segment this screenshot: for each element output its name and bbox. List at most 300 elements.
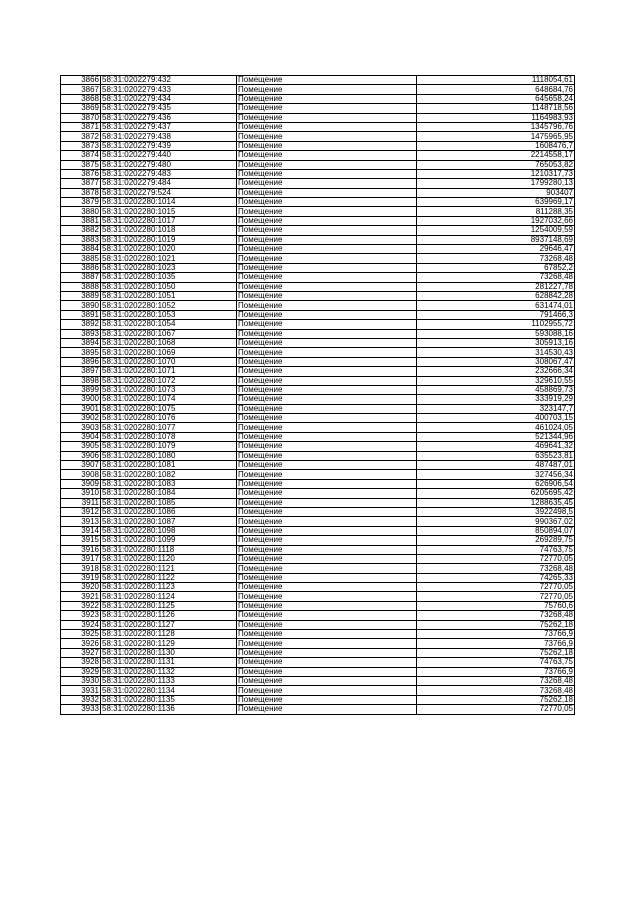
row-number-cell: 3898: [61, 376, 101, 385]
object-type-cell: Помещение: [237, 442, 417, 451]
table-row: [61, 245, 575, 254]
row-number-cell: 3901: [61, 404, 101, 413]
object-type-cell: Помещение: [237, 122, 417, 131]
object-type-cell: Помещение: [237, 395, 417, 404]
cadastral-number-cell: 58:31:0202280:1053: [101, 310, 237, 319]
cadastral-number-cell: 58:31:0202280:1134: [101, 686, 237, 695]
row-number-cell: 3869: [61, 104, 101, 113]
table-row: [61, 573, 575, 582]
cadastral-value-cell: 400703,15: [417, 414, 575, 423]
cadastral-value-cell: 1102955,72: [417, 320, 575, 329]
object-type-cell: Помещение: [237, 94, 417, 103]
table-row: [61, 554, 575, 563]
row-number-cell: 3892: [61, 320, 101, 329]
object-type-cell: Помещение: [237, 686, 417, 695]
object-type-cell: Помещение: [237, 630, 417, 639]
table-row: [61, 630, 575, 639]
table-row: [61, 76, 575, 85]
table-row: [61, 414, 575, 423]
cadastral-value-cell: 72770,05: [417, 705, 575, 714]
cadastral-number-cell: 58:31:0202280:1118: [101, 545, 237, 554]
table-row: [61, 423, 575, 432]
object-type-cell: Помещение: [237, 564, 417, 573]
cadastral-value-cell: 232666,34: [417, 367, 575, 376]
cadastral-number-cell: 58:31:0202279:435: [101, 104, 237, 113]
row-number-cell: 3885: [61, 254, 101, 263]
cadastral-value-cell: 74763,75: [417, 545, 575, 554]
cadastral-value-cell: 73766,9: [417, 630, 575, 639]
row-number-cell: 3908: [61, 470, 101, 479]
row-number-cell: 3896: [61, 357, 101, 366]
object-type-cell: Помещение: [237, 479, 417, 488]
cadastral-value-cell: 811288,35: [417, 207, 575, 216]
object-type-cell: Помещение: [237, 151, 417, 160]
cadastral-value-cell: 458869,73: [417, 385, 575, 394]
cadastral-value-cell: 765053,82: [417, 160, 575, 169]
cadastral-value-cell: 2214558,17: [417, 151, 575, 160]
cadastral-value-cell: 73268,48: [417, 273, 575, 282]
cadastral-value-cell: 628842,28: [417, 291, 575, 300]
cadastral-value-cell: 469641,32: [417, 442, 575, 451]
table-row: [61, 705, 575, 714]
cadastral-value-cell: 1799280,13: [417, 179, 575, 188]
object-type-cell: Помещение: [237, 282, 417, 291]
table-row: [61, 226, 575, 235]
cadastral-number-cell: 58:31:0202280:1076: [101, 414, 237, 423]
table-row: [61, 404, 575, 413]
cadastral-value-cell: 323147,7: [417, 404, 575, 413]
table-row: [61, 648, 575, 657]
row-number-cell: 3924: [61, 620, 101, 629]
table-row: [61, 85, 575, 94]
cadastral-value-cell: 75262,18: [417, 620, 575, 629]
row-number-cell: 3932: [61, 695, 101, 704]
row-number-cell: 3928: [61, 658, 101, 667]
cadastral-number-cell: 58:31:0202280:1050: [101, 282, 237, 291]
object-type-cell: Помещение: [237, 620, 417, 629]
cadastral-number-cell: 58:31:0202280:1014: [101, 198, 237, 207]
row-number-cell: 3902: [61, 414, 101, 423]
cadastral-number-cell: 58:31:0202279:436: [101, 113, 237, 122]
row-number-cell: 3912: [61, 507, 101, 516]
row-number-cell: 3866: [61, 76, 101, 85]
cadastral-number-cell: 58:31:0202280:1067: [101, 329, 237, 338]
row-number-cell: 3922: [61, 601, 101, 610]
object-type-cell: Помещение: [237, 573, 417, 582]
table-row: [61, 216, 575, 225]
table-row: [61, 442, 575, 451]
object-type-cell: Помещение: [237, 348, 417, 357]
cadastral-value-cell: 327456,34: [417, 470, 575, 479]
object-type-cell: Помещение: [237, 310, 417, 319]
table-row: [61, 611, 575, 620]
object-type-cell: Помещение: [237, 404, 417, 413]
object-type-cell: Помещение: [237, 216, 417, 225]
object-type-cell: Помещение: [237, 451, 417, 460]
table-row: [61, 489, 575, 498]
table-row: [61, 498, 575, 507]
row-number-cell: 3891: [61, 310, 101, 319]
cadastral-number-cell: 58:31:0202280:1068: [101, 338, 237, 347]
object-type-cell: Помещение: [237, 169, 417, 178]
row-number-cell: 3915: [61, 536, 101, 545]
row-number-cell: 3897: [61, 367, 101, 376]
row-number-cell: 3875: [61, 160, 101, 169]
table-body: [61, 76, 575, 715]
cadastral-value-cell: 73268,48: [417, 254, 575, 263]
cadastral-value-cell: 269289,75: [417, 536, 575, 545]
cadastral-value-cell: 281227,78: [417, 282, 575, 291]
cadastral-number-cell: 58:31:0202280:1125: [101, 601, 237, 610]
table-row: [61, 235, 575, 244]
cadastral-value-cell: 333919,29: [417, 395, 575, 404]
cadastral-value-cell: 1288635,45: [417, 498, 575, 507]
table-row: [61, 348, 575, 357]
cadastral-value-cell: 461024,05: [417, 423, 575, 432]
cadastral-number-cell: 58:31:0202280:1128: [101, 630, 237, 639]
row-number-cell: 3914: [61, 526, 101, 535]
object-type-cell: Помещение: [237, 536, 417, 545]
table-row: [61, 320, 575, 329]
cadastral-number-cell: 58:31:0202280:1098: [101, 526, 237, 535]
row-number-cell: 3872: [61, 132, 101, 141]
row-number-cell: 3933: [61, 705, 101, 714]
cadastral-number-cell: 58:31:0202279:524: [101, 188, 237, 197]
row-number-cell: 3900: [61, 395, 101, 404]
cadastral-number-cell: 58:31:0202280:1069: [101, 348, 237, 357]
cadastral-value-cell: 593088,16: [417, 329, 575, 338]
cadastral-value-cell: 626906,54: [417, 479, 575, 488]
table-row: [61, 536, 575, 545]
cadastral-value-cell: 639969,17: [417, 198, 575, 207]
cadastral-number-cell: 58:31:0202280:1070: [101, 357, 237, 366]
cadastral-value-cell: 648684,76: [417, 85, 575, 94]
object-type-cell: Помещение: [237, 254, 417, 263]
cadastral-value-cell: 74763,75: [417, 658, 575, 667]
row-number-cell: 3906: [61, 451, 101, 460]
row-number-cell: 3888: [61, 282, 101, 291]
row-number-cell: 3884: [61, 245, 101, 254]
cadastral-number-cell: 58:31:0202280:1080: [101, 451, 237, 460]
object-type-cell: Помещение: [237, 423, 417, 432]
cadastral-value-cell: 903407: [417, 188, 575, 197]
row-number-cell: 3925: [61, 630, 101, 639]
cadastral-number-cell: 58:31:0202279:484: [101, 179, 237, 188]
cadastral-value-cell: 73268,48: [417, 686, 575, 695]
cadastral-value-cell: 74265,33: [417, 573, 575, 582]
cadastral-value-cell: 305913,16: [417, 338, 575, 347]
cadastral-number-cell: 58:31:0202279:440: [101, 151, 237, 160]
object-type-cell: Помещение: [237, 367, 417, 376]
cadastral-number-cell: 58:31:0202280:1023: [101, 263, 237, 272]
table-row: [61, 338, 575, 347]
object-type-cell: Помещение: [237, 517, 417, 526]
row-number-cell: 3893: [61, 329, 101, 338]
cadastral-number-cell: 58:31:0202280:1130: [101, 648, 237, 657]
cadastral-number-cell: 58:31:0202280:1135: [101, 695, 237, 704]
table-row: [61, 282, 575, 291]
object-type-cell: Помещение: [237, 658, 417, 667]
object-type-cell: Помещение: [237, 132, 417, 141]
table-row: [61, 132, 575, 141]
object-type-cell: Помещение: [237, 601, 417, 610]
row-number-cell: 3918: [61, 564, 101, 573]
object-type-cell: Помещение: [237, 235, 417, 244]
row-number-cell: 3881: [61, 216, 101, 225]
cadastral-number-cell: 58:31:0202280:1072: [101, 376, 237, 385]
table-row: [61, 198, 575, 207]
row-number-cell: 3909: [61, 479, 101, 488]
table-row: [61, 395, 575, 404]
table-row: [61, 592, 575, 601]
row-number-cell: 3927: [61, 648, 101, 657]
cadastral-number-cell: 58:31:0202280:1123: [101, 583, 237, 592]
object-type-cell: Помещение: [237, 705, 417, 714]
cadastral-number-cell: 58:31:0202280:1078: [101, 432, 237, 441]
cadastral-number-cell: 58:31:0202280:1133: [101, 677, 237, 686]
cadastral-value-cell: 75262,18: [417, 648, 575, 657]
row-number-cell: 3889: [61, 291, 101, 300]
object-type-cell: Помещение: [237, 320, 417, 329]
object-type-cell: Помещение: [237, 648, 417, 657]
cadastral-number-cell: 58:31:0202280:1087: [101, 517, 237, 526]
cadastral-number-cell: 58:31:0202280:1084: [101, 489, 237, 498]
row-number-cell: 3880: [61, 207, 101, 216]
cadastral-number-cell: 58:31:0202280:1127: [101, 620, 237, 629]
cadastral-value-cell: 1345796,76: [417, 122, 575, 131]
table-row: [61, 376, 575, 385]
cadastral-number-cell: 58:31:0202280:1051: [101, 291, 237, 300]
cadastral-value-table: [60, 75, 575, 715]
cadastral-number-cell: 58:31:0202280:1017: [101, 216, 237, 225]
cadastral-number-cell: 58:31:0202279:434: [101, 94, 237, 103]
cadastral-number-cell: 58:31:0202279:480: [101, 160, 237, 169]
cadastral-value-cell: 73268,48: [417, 564, 575, 573]
object-type-cell: Помещение: [237, 226, 417, 235]
cadastral-number-cell: 58:31:0202280:1015: [101, 207, 237, 216]
object-type-cell: Помещение: [237, 432, 417, 441]
cadastral-number-cell: 58:31:0202280:1075: [101, 404, 237, 413]
cadastral-value-cell: 72770,05: [417, 592, 575, 601]
cadastral-value-cell: 1475965,95: [417, 132, 575, 141]
object-type-cell: Помещение: [237, 376, 417, 385]
cadastral-number-cell: 58:31:0202279:437: [101, 122, 237, 131]
object-type-cell: Помещение: [237, 76, 417, 85]
cadastral-number-cell: 58:31:0202279:433: [101, 85, 237, 94]
row-number-cell: 3929: [61, 667, 101, 676]
cadastral-value-cell: 990367,02: [417, 517, 575, 526]
row-number-cell: 3894: [61, 338, 101, 347]
cadastral-value-cell: 73766,9: [417, 667, 575, 676]
cadastral-value-cell: 314530,43: [417, 348, 575, 357]
cadastral-value-cell: 72770,05: [417, 583, 575, 592]
object-type-cell: Помещение: [237, 291, 417, 300]
cadastral-value-cell: 1608476,7: [417, 141, 575, 150]
object-type-cell: Помещение: [237, 329, 417, 338]
cadastral-number-cell: 58:31:0202280:1099: [101, 536, 237, 545]
object-type-cell: Помещение: [237, 554, 417, 563]
row-number-cell: 3916: [61, 545, 101, 554]
object-type-cell: Помещение: [237, 160, 417, 169]
table-row: [61, 385, 575, 394]
row-number-cell: 3921: [61, 592, 101, 601]
cadastral-number-cell: 58:31:0202280:1082: [101, 470, 237, 479]
object-type-cell: Помещение: [237, 198, 417, 207]
cadastral-value-cell: 1927032,66: [417, 216, 575, 225]
object-type-cell: Помещение: [237, 245, 417, 254]
table-row: [61, 451, 575, 460]
row-number-cell: 3899: [61, 385, 101, 394]
table-row: [61, 301, 575, 310]
object-type-cell: Помещение: [237, 414, 417, 423]
table-row: [61, 104, 575, 113]
object-type-cell: Помещение: [237, 611, 417, 620]
cadastral-number-cell: 58:31:0202280:1086: [101, 507, 237, 516]
table-row: [61, 601, 575, 610]
cadastral-value-cell: 75262,18: [417, 695, 575, 704]
cadastral-value-cell: 73268,48: [417, 677, 575, 686]
cadastral-value-cell: 635523,81: [417, 451, 575, 460]
row-number-cell: 3910: [61, 489, 101, 498]
cadastral-number-cell: 58:31:0202280:1052: [101, 301, 237, 310]
table-row: [61, 188, 575, 197]
table-row: [61, 329, 575, 338]
row-number-cell: 3870: [61, 113, 101, 122]
row-number-cell: 3919: [61, 573, 101, 582]
row-number-cell: 3879: [61, 198, 101, 207]
cadastral-number-cell: 58:31:0202280:1021: [101, 254, 237, 263]
row-number-cell: 3903: [61, 423, 101, 432]
table-row: [61, 94, 575, 103]
row-number-cell: 3876: [61, 169, 101, 178]
table-row: [61, 479, 575, 488]
object-type-cell: Помещение: [237, 507, 417, 516]
cadastral-number-cell: 58:31:0202280:1018: [101, 226, 237, 235]
cadastral-value-cell: 1254009,59: [417, 226, 575, 235]
row-number-cell: 3920: [61, 583, 101, 592]
cadastral-value-cell: 487487,01: [417, 461, 575, 470]
row-number-cell: 3926: [61, 639, 101, 648]
row-number-cell: 3887: [61, 273, 101, 282]
table-row: [61, 254, 575, 263]
object-type-cell: Помещение: [237, 470, 417, 479]
table-row: [61, 639, 575, 648]
object-type-cell: Помещение: [237, 545, 417, 554]
table-row: [61, 461, 575, 470]
cadastral-value-cell: 6205695,42: [417, 489, 575, 498]
object-type-cell: Помещение: [237, 583, 417, 592]
cadastral-number-cell: 58:31:0202280:1121: [101, 564, 237, 573]
row-number-cell: 3868: [61, 94, 101, 103]
table-row: [61, 695, 575, 704]
table-row: [61, 526, 575, 535]
object-type-cell: Помещение: [237, 301, 417, 310]
table-row: [61, 160, 575, 169]
table-row: [61, 122, 575, 131]
row-number-cell: 3931: [61, 686, 101, 695]
table-row: [61, 564, 575, 573]
cadastral-value-cell: 72770,05: [417, 554, 575, 563]
table-row: [61, 357, 575, 366]
cadastral-number-cell: 58:31:0202280:1126: [101, 611, 237, 620]
object-type-cell: Помещение: [237, 357, 417, 366]
row-number-cell: 3930: [61, 677, 101, 686]
cadastral-number-cell: 58:31:0202279:438: [101, 132, 237, 141]
row-number-cell: 3878: [61, 188, 101, 197]
row-number-cell: 3911: [61, 498, 101, 507]
table-row: [61, 179, 575, 188]
cadastral-value-cell: 1148718,56: [417, 104, 575, 113]
row-number-cell: 3917: [61, 554, 101, 563]
object-type-cell: Помещение: [237, 104, 417, 113]
row-number-cell: 3883: [61, 235, 101, 244]
row-number-cell: 3882: [61, 226, 101, 235]
cadastral-value-cell: 850894,07: [417, 526, 575, 535]
cadastral-value-cell: 631474,01: [417, 301, 575, 310]
cadastral-number-cell: 58:31:0202280:1054: [101, 320, 237, 329]
cadastral-number-cell: 58:31:0202280:1073: [101, 385, 237, 394]
object-type-cell: Помещение: [237, 695, 417, 704]
object-type-cell: Помещение: [237, 526, 417, 535]
cadastral-value-cell: 645658,24: [417, 94, 575, 103]
table-row: [61, 620, 575, 629]
cadastral-value-cell: 521344,96: [417, 432, 575, 441]
cadastral-number-cell: 58:31:0202280:1083: [101, 479, 237, 488]
cadastral-number-cell: 58:31:0202280:1035: [101, 273, 237, 282]
row-number-cell: 3877: [61, 179, 101, 188]
cadastral-number-cell: 58:31:0202280:1131: [101, 658, 237, 667]
row-number-cell: 3913: [61, 517, 101, 526]
cadastral-number-cell: 58:31:0202279:432: [101, 76, 237, 85]
row-number-cell: 3895: [61, 348, 101, 357]
table-row: [61, 507, 575, 516]
object-type-cell: Помещение: [237, 85, 417, 94]
row-number-cell: 3874: [61, 151, 101, 160]
table-row: [61, 583, 575, 592]
cadastral-value-cell: 73268,48: [417, 611, 575, 620]
cadastral-value-cell: 8937148,69: [417, 235, 575, 244]
object-type-cell: Помещение: [237, 677, 417, 686]
cadastral-number-cell: 58:31:0202280:1077: [101, 423, 237, 432]
cadastral-number-cell: 58:31:0202280:1071: [101, 367, 237, 376]
cadastral-number-cell: 58:31:0202280:1019: [101, 235, 237, 244]
row-number-cell: 3923: [61, 611, 101, 620]
row-number-cell: 3871: [61, 122, 101, 131]
cadastral-value-cell: 1164983,93: [417, 113, 575, 122]
table-row: [61, 310, 575, 319]
table-row: [61, 207, 575, 216]
cadastral-value-cell: 1210317,73: [417, 169, 575, 178]
table-row: [61, 658, 575, 667]
table-row: [61, 273, 575, 282]
table-row: [61, 141, 575, 150]
cadastral-number-cell: 58:31:0202280:1020: [101, 245, 237, 254]
object-type-cell: Помещение: [237, 273, 417, 282]
cadastral-value-cell: 791466,3: [417, 310, 575, 319]
object-type-cell: Помещение: [237, 639, 417, 648]
table-row: [61, 263, 575, 272]
object-type-cell: Помещение: [237, 113, 417, 122]
cadastral-number-cell: 58:31:0202280:1136: [101, 705, 237, 714]
object-type-cell: Помещение: [237, 188, 417, 197]
cadastral-number-cell: 58:31:0202280:1132: [101, 667, 237, 676]
cadastral-value-cell: 329610,55: [417, 376, 575, 385]
row-number-cell: 3905: [61, 442, 101, 451]
object-type-cell: Помещение: [237, 338, 417, 347]
table-row: [61, 667, 575, 676]
cadastral-value-cell: 3922498,5: [417, 507, 575, 516]
cadastral-number-cell: 58:31:0202280:1120: [101, 554, 237, 563]
